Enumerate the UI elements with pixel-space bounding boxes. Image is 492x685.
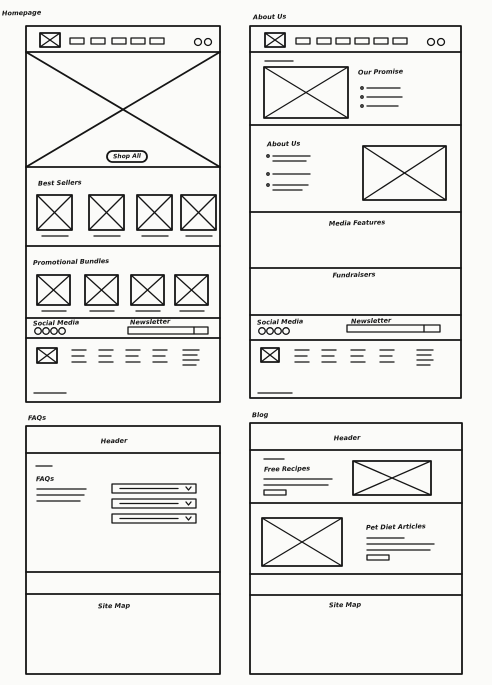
homepage-newsletter-input[interactable] [128,327,208,334]
fundraisers-heading: Fundraisers [332,270,376,280]
about-footer-links [258,350,433,393]
about-newsletter-input[interactable] [347,325,440,332]
faqs-site-map-label: Site Map [97,601,131,611]
homepage-account-cart-icons [195,39,212,46]
about-social-media-label: Social Media [256,317,304,327]
faq-dropdown[interactable] [112,499,196,508]
our-promise-image [264,67,348,118]
faqs-text-lines [37,489,86,501]
blog-title: Blog [251,410,269,420]
about-us-image [363,146,446,200]
faqs-wireframe [26,426,220,674]
our-promise-bullets [361,87,402,107]
about-account-cart-icons [428,39,445,46]
homepage-logo-placeholder [40,33,60,47]
about-newsletter-label: Newsletter [350,316,392,326]
blog-wireframe [250,423,462,674]
faqs-title: FAQs [27,413,47,423]
homepage-social-icons [35,328,66,335]
homepage-footer-logo [37,348,57,363]
free-recipes-text [264,479,332,495]
best-seller-products [37,195,216,236]
pet-diet-image [262,518,342,566]
promotional-bundles-heading: Promotional Bundles [32,257,110,267]
about-social-icons [259,328,290,335]
promotional-bundle-products [37,275,208,311]
about-nav-items [296,38,407,44]
homepage-social-media-label: Social Media [32,318,80,328]
homepage-hero-image [26,52,220,167]
homepage-newsletter-label: Newsletter [129,317,171,327]
faqs-heading: FAQs [35,474,55,484]
faq-dropdowns [112,484,196,523]
best-sellers-heading: Best Sellers [37,178,82,188]
about-title: About Us [252,12,287,22]
shop-all-label[interactable]: Shop All [112,152,142,161]
blog-site-map-label: Site Map [328,600,362,610]
pet-diet-text [367,538,434,560]
faq-dropdown[interactable] [112,514,196,523]
homepage-wireframe [26,26,220,402]
homepage-title: Homepage [1,8,42,18]
about-footer-logo [261,348,279,362]
about-logo-placeholder [265,33,285,47]
about-us-heading: About Us [266,139,301,149]
homepage-nav-items [70,38,164,44]
about-wireframe [250,26,461,398]
faq-dropdown[interactable] [112,484,196,493]
pet-diet-articles-heading: Pet Diet Articles [365,522,426,532]
about-us-bullets [267,155,310,190]
faqs-header-label: Header [100,436,128,446]
free-recipes-heading: Free Recipes [263,464,311,474]
homepage-footer-links [34,350,199,393]
media-features-heading: Media Features [328,218,386,228]
free-recipes-image [353,461,431,495]
blog-header-label: Header [333,433,361,443]
faqs-frame [26,426,220,674]
our-promise-heading: Our Promise [357,67,404,77]
